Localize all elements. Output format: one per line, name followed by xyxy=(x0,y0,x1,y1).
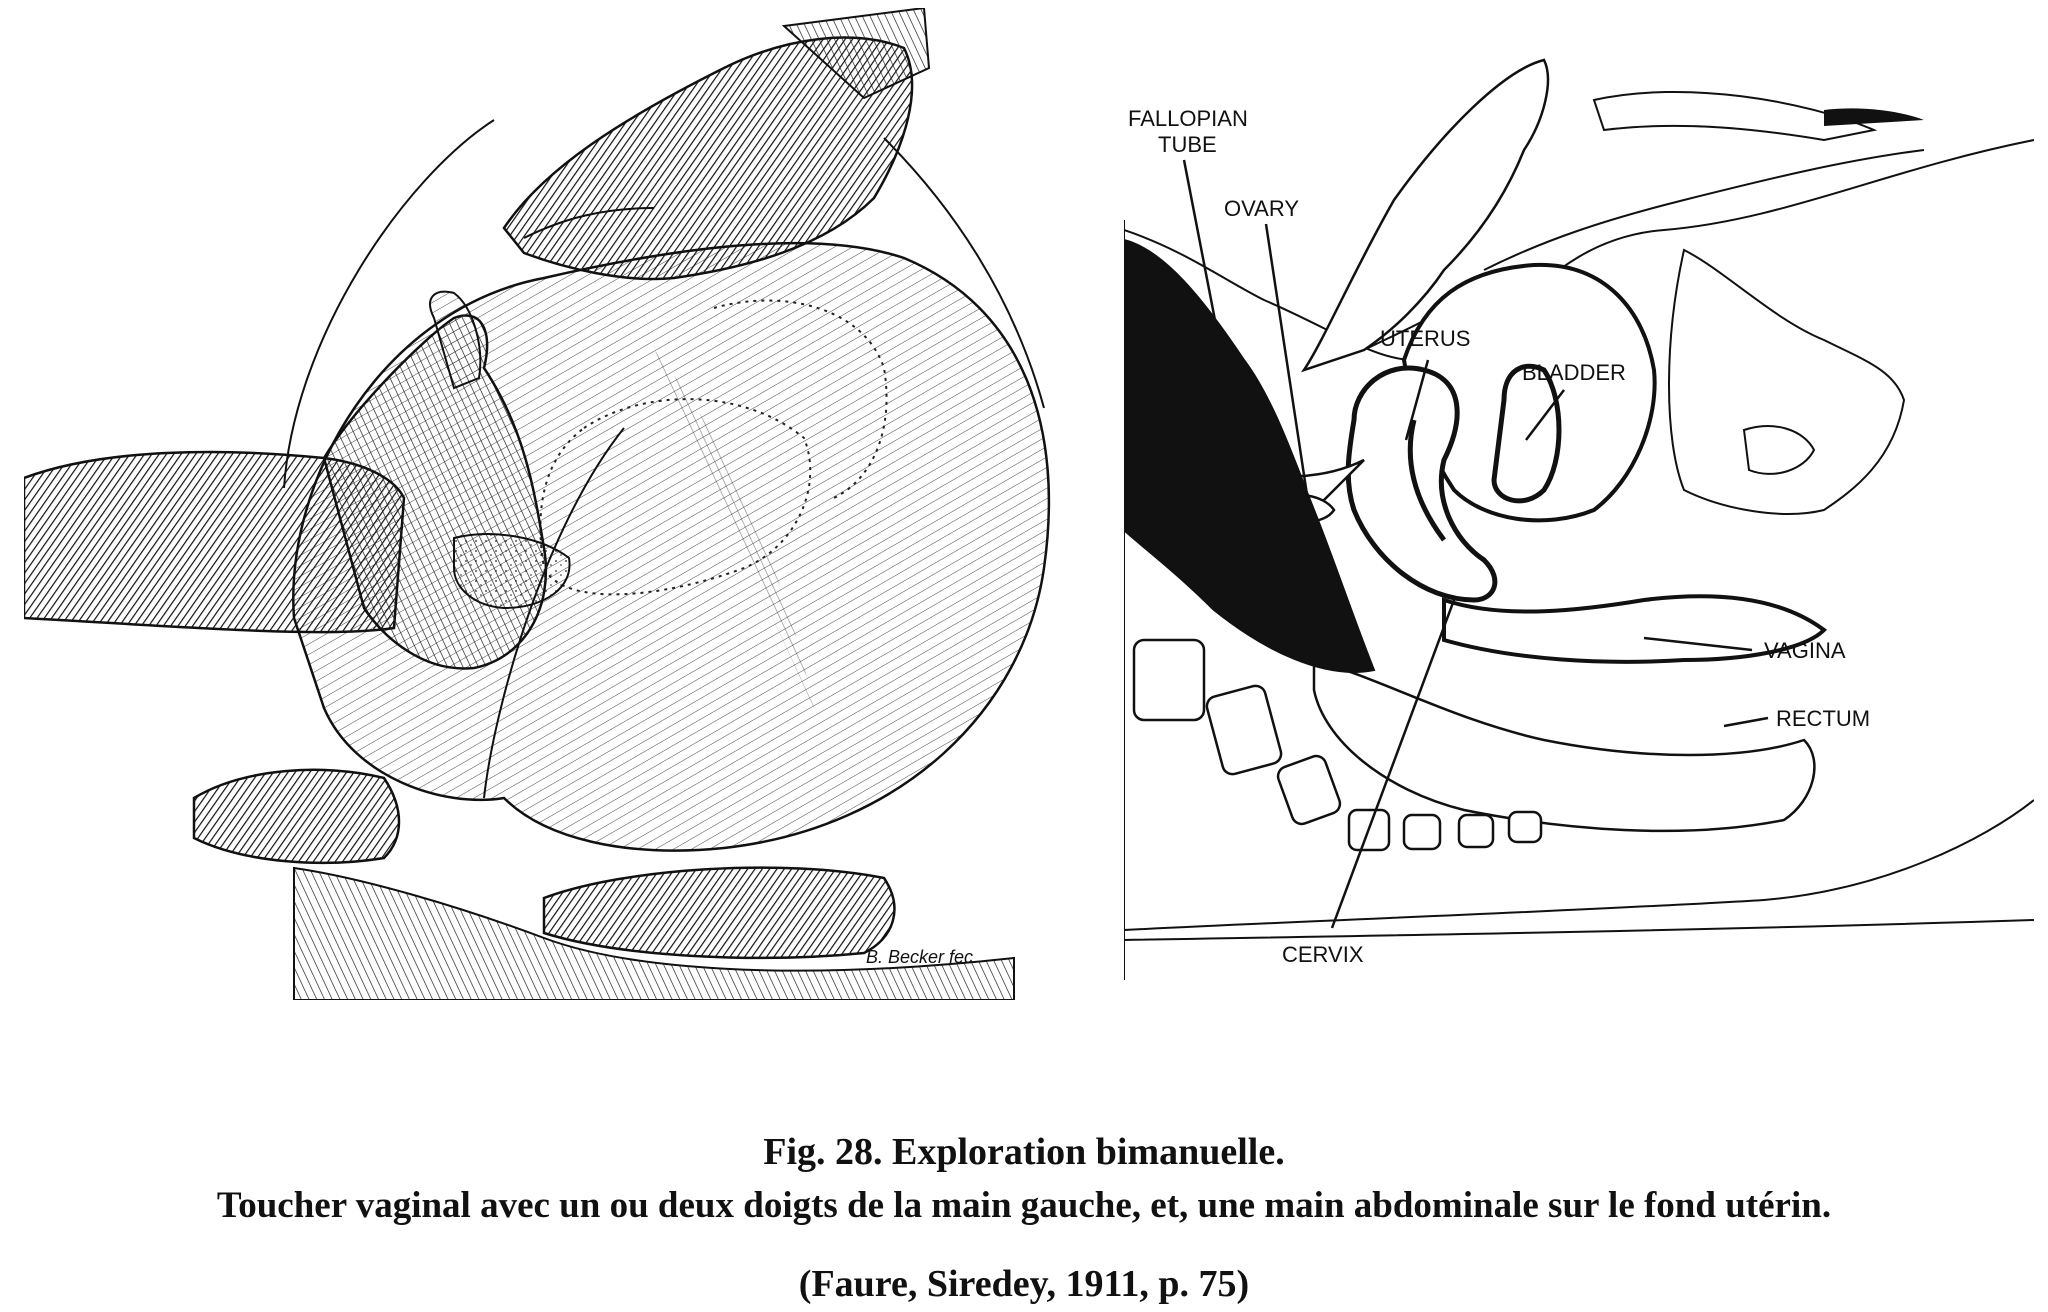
figure-caption-text: Toucher vaginal avec un ou deux doigts de la main gauche, et, une main abdominale sur le fond utérin. xyxy=(216,1185,1832,1226)
figure-caption-title: Fig. 28. Exploration bimanuelle. xyxy=(763,1131,1285,1173)
label-bladder: BLADDER xyxy=(1522,360,1626,385)
vertebra-3 xyxy=(1275,753,1343,826)
label-cervix: CERVIX xyxy=(1282,942,1364,967)
label-vagina: VAGINA xyxy=(1764,638,1846,663)
vertebra-5 xyxy=(1404,815,1440,849)
vertebra-7 xyxy=(1509,812,1541,842)
label-uterus: UTERUS xyxy=(1380,326,1471,351)
engraving-illustration xyxy=(24,8,1086,1000)
label-rectum: RECTUM xyxy=(1776,706,1871,731)
label-ovary: OVARY xyxy=(1224,196,1299,221)
label-fallopian-tube-2: TUBE xyxy=(1158,132,1217,157)
bladder-inner xyxy=(1494,366,1559,501)
pubis-outline xyxy=(1669,250,1904,514)
cushion-right xyxy=(544,868,894,958)
label-fallopian-tube: FALLOPIAN xyxy=(1128,106,1248,131)
sagittal-anatomy-diagram xyxy=(1124,40,2034,980)
artist-signature: B. Becker fec. xyxy=(866,947,979,967)
vertebra-2 xyxy=(1205,684,1284,777)
figure-caption-source: (Faure, Siredey, 1911, p. 75) xyxy=(798,1263,1250,1305)
vertebra-1 xyxy=(1134,640,1204,720)
sacrum-posterior xyxy=(1124,240,1374,672)
cushion-left xyxy=(194,770,399,863)
rectum-shape xyxy=(1314,660,1814,831)
vertebra-6 xyxy=(1459,815,1493,847)
